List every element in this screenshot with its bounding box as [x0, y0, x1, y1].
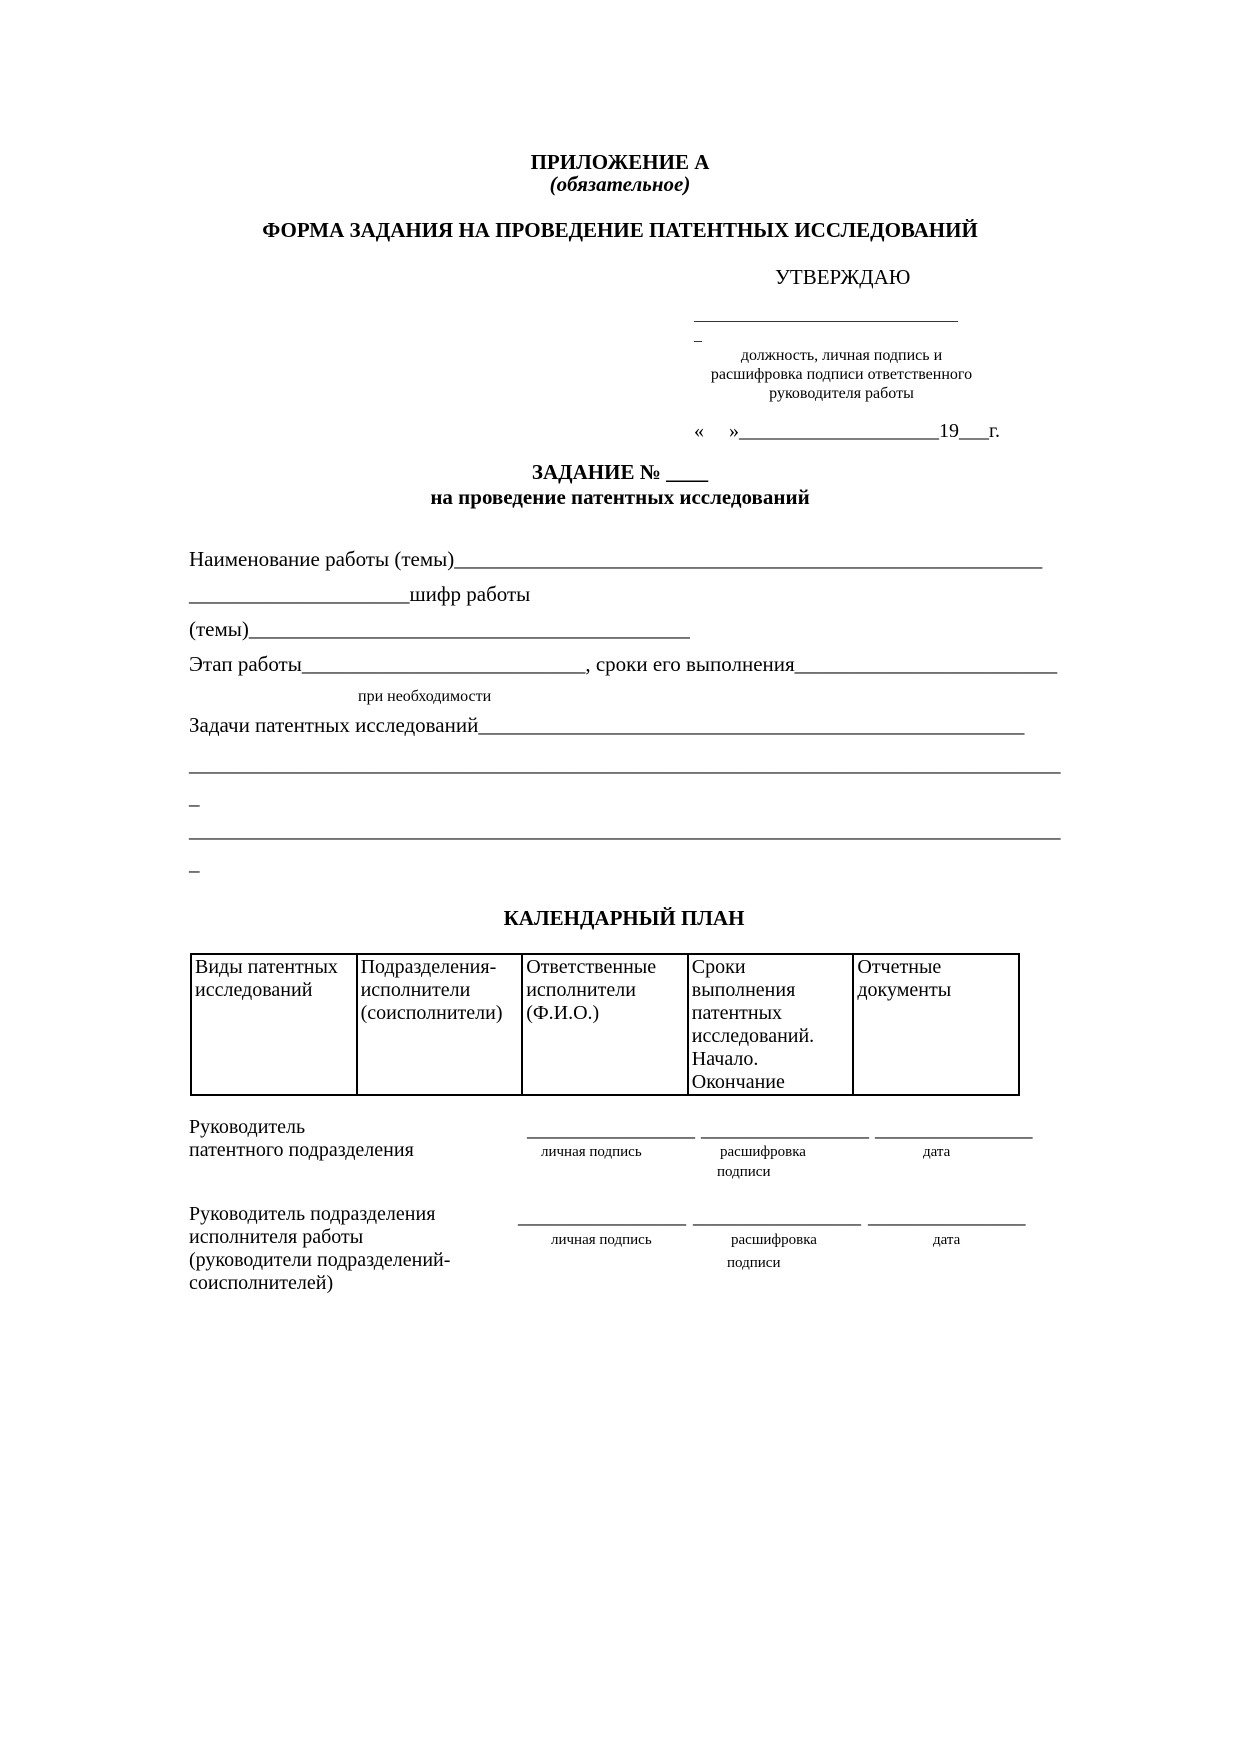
sign1-role-line-2: патентного подразделения: [189, 1139, 414, 1161]
task-title: ЗАДАНИЕ № ____: [531, 460, 709, 484]
sign1-caption-signature: личная подпись: [541, 1144, 642, 1160]
field-work-theme: (темы)__________________________________________: [189, 617, 690, 641]
sign2-role-line-1: Руководитель подразделения: [189, 1203, 436, 1225]
approve-caption-2: расшифровка подписи ответственного: [710, 366, 973, 383]
approve-signature-tail: _: [694, 327, 702, 344]
field-blank-line-2-tail: _: [189, 851, 200, 875]
sign2-role-line-4: соисполнителей): [189, 1272, 334, 1294]
field-work-code: _____________________шифр работы: [189, 582, 531, 606]
form-title: ФОРМА ЗАДАНИЯ НА ПРОВЕДЕНИЕ ПАТЕНТНЫХ ИССЛЕДОВАНИЙ: [262, 218, 978, 242]
calendar-title: КАЛЕНДАРНЫЙ ПЛАН: [503, 906, 745, 930]
table-header-cell: Подразделения- исполнители (соисполнители): [357, 954, 523, 1095]
approve-caption-1: должность, личная подпись и: [740, 347, 943, 364]
approve-caption-3: руководителя работы: [769, 385, 914, 402]
field-blank-line-1: ___________________________________________________________________________________: [189, 752, 1061, 776]
table-header-cell: Ответственные исполнители (Ф.И.О.): [522, 954, 688, 1095]
sign1-name-line: ________________: [701, 1117, 869, 1141]
field-blank-line-2: ___________________________________________________________________________________: [189, 818, 1061, 842]
table-header-cell: Сроки выполнения патентных исследований. Начало. Окончание: [688, 954, 854, 1095]
sign2-name-line: ________________: [693, 1204, 861, 1228]
field-work-stage: Этап работы___________________________, сроки его выполнения_________________________: [189, 652, 1058, 676]
table-header-cell: Отчетные документы: [853, 954, 1019, 1095]
field-work-name: Наименование работы (темы)________________________________________________________: [189, 547, 1043, 571]
field-stage-note: при необходимости: [358, 688, 492, 705]
sign2-signature-line: ________________: [518, 1204, 686, 1228]
calendar-plan-table: [190, 953, 1020, 1096]
sign1-caption-name-1: расшифровка: [720, 1144, 806, 1160]
sign2-role-line-3: (руководители подразделений-: [189, 1249, 451, 1271]
sign2-date-line: _______________: [868, 1204, 1026, 1228]
sign2-caption-date: дата: [933, 1232, 961, 1248]
sign1-caption-date: дата: [923, 1144, 951, 1160]
field-research-tasks: Задачи патентных исследований____________________________________________________: [189, 713, 1025, 737]
field-blank-line-1-tail: _: [189, 785, 200, 809]
table-row: [191, 954, 1019, 1095]
sign1-date-line: _______________: [875, 1117, 1033, 1141]
appendix-mandatory: (обязательное): [549, 172, 691, 196]
sign2-caption-signature: личная подпись: [551, 1232, 652, 1248]
sign1-caption-name-2: подписи: [717, 1164, 771, 1180]
sign1-role-line-1: Руководитель: [189, 1116, 306, 1138]
sign2-caption-name-1: расшифровка: [731, 1232, 817, 1248]
sign1-signature-line: ________________: [527, 1117, 695, 1141]
sign2-caption-name-2: подписи: [727, 1255, 781, 1271]
approve-label: УТВЕРЖДАЮ: [775, 265, 911, 289]
approve-signature-line: _________________________________: [694, 307, 958, 324]
sign2-role-line-2: исполнителя работы: [189, 1226, 364, 1248]
approve-date-line: « »____________________19___г.: [694, 420, 1000, 442]
appendix-title: ПРИЛОЖЕНИЕ А: [530, 150, 710, 174]
table-header-cell: Виды патентных исследований: [191, 954, 357, 1095]
task-subtitle: на проведение патентных исследований: [430, 485, 810, 509]
